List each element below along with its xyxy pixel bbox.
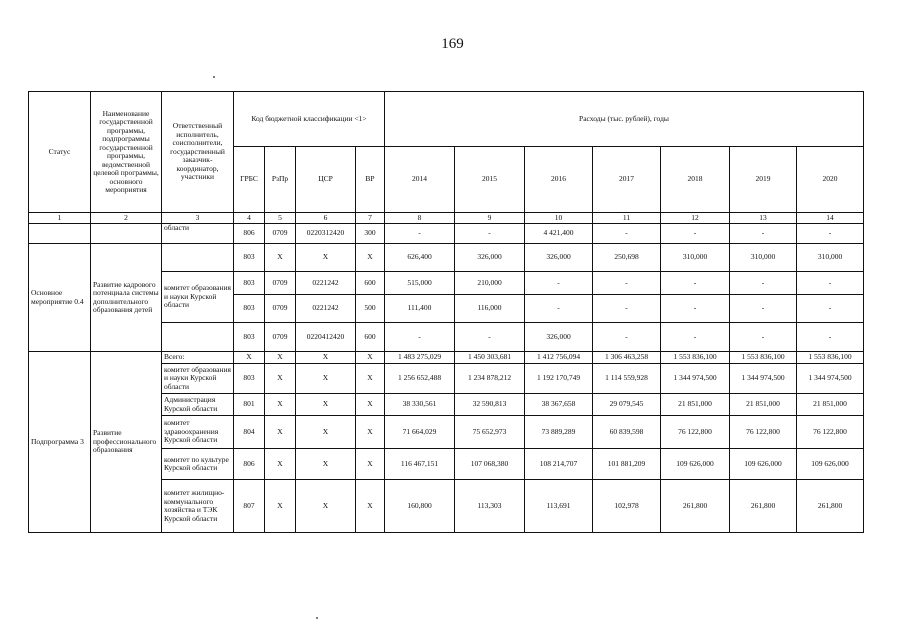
value-2020: -: [797, 323, 864, 352]
value-2017: -: [593, 272, 661, 295]
value-2017: 102,978: [593, 480, 661, 533]
vr-cell: 600: [356, 323, 385, 352]
value-2016: 1 412 756,094: [525, 352, 593, 364]
value-2014: 515,000: [385, 272, 455, 295]
grbs-cell: 803: [234, 323, 265, 352]
rzpr-cell: 0709: [265, 323, 296, 352]
name-cell: [91, 224, 162, 244]
grbs-cell: 803: [234, 244, 265, 272]
header-year-2019: 2019: [730, 147, 797, 213]
vr-cell: Х: [356, 416, 385, 449]
col-number: 12: [661, 213, 730, 224]
csr-cell: 0220312420: [296, 224, 356, 244]
scan-speck: [213, 76, 215, 78]
value-2019: 310,000: [730, 244, 797, 272]
header-year-2014: 2014: [385, 147, 455, 213]
header-status: Статус: [29, 92, 91, 213]
col-number: 14: [797, 213, 864, 224]
col-number: 10: [525, 213, 593, 224]
value-2014: 160,800: [385, 480, 455, 533]
rzpr-cell: Х: [265, 416, 296, 449]
value-2016: 38 367,658: [525, 394, 593, 416]
table-row: [29, 352, 864, 364]
header-vr: ВР: [356, 147, 385, 213]
value-2020: 310,000: [797, 244, 864, 272]
col-number: 8: [385, 213, 455, 224]
vr-cell: Х: [356, 352, 385, 364]
value-2020: 261,800: [797, 480, 864, 533]
budget-table: [28, 91, 864, 533]
value-2016: -: [525, 272, 593, 295]
value-2014: 626,400: [385, 244, 455, 272]
col-number: 1: [29, 213, 91, 224]
header-year-2017: 2017: [593, 147, 661, 213]
value-2016: 4 421,400: [525, 224, 593, 244]
header-expenses: Расходы (тыс. рублей), годы: [385, 92, 864, 147]
value-2016: 108 214,707: [525, 449, 593, 480]
responsible-cell: области: [162, 224, 234, 244]
vr-cell: Х: [356, 449, 385, 480]
value-2018: -: [661, 272, 730, 295]
csr-cell: Х: [296, 244, 356, 272]
name-main-event: Развитие кадрового потенциала системы дополнительного образования детей: [91, 244, 162, 352]
csr-cell: 0220412420: [296, 323, 356, 352]
value-2018: 21 851,000: [661, 394, 730, 416]
responsible-cell: комитет жилищно-коммунального хозяйства и ТЭК Курской области: [162, 480, 234, 533]
rzpr-cell: Х: [265, 480, 296, 533]
value-2016: 326,000: [525, 323, 593, 352]
vr-cell: Х: [356, 480, 385, 533]
value-2014: -: [385, 224, 455, 244]
col-number: 2: [91, 213, 162, 224]
value-2018: 76 122,800: [661, 416, 730, 449]
header-budget-code: Код бюджетной классификации <1>: [234, 92, 385, 147]
header-csr: ЦСР: [296, 147, 356, 213]
value-2017: -: [593, 224, 661, 244]
value-2015: 210,000: [455, 272, 525, 295]
value-2014: 1 483 275,029: [385, 352, 455, 364]
csr-cell: Х: [296, 352, 356, 364]
value-2018: -: [661, 323, 730, 352]
value-2017: 250,698: [593, 244, 661, 272]
value-2014: -: [385, 323, 455, 352]
rzpr-cell: Х: [265, 364, 296, 394]
value-2018: -: [661, 295, 730, 323]
csr-cell: Х: [296, 416, 356, 449]
value-2018: 1 553 836,100: [661, 352, 730, 364]
value-2015: 326,000: [455, 244, 525, 272]
value-2017: 29 079,545: [593, 394, 661, 416]
grbs-cell: 806: [234, 449, 265, 480]
col-number: 7: [356, 213, 385, 224]
header-row-1: [29, 92, 864, 147]
value-2015: 116,000: [455, 295, 525, 323]
value-2017: 60 839,598: [593, 416, 661, 449]
header-year-2020: 2020: [797, 147, 864, 213]
responsible-cell: Администрация Курской области: [162, 394, 234, 416]
header-name: Наименование государственной программы, подпрограммы государственной программы, ведомственной целевой программы, основного мероприятия: [91, 92, 162, 213]
grbs-cell: 801: [234, 394, 265, 416]
value-2018: 310,000: [661, 244, 730, 272]
value-2015: 1 234 878,212: [455, 364, 525, 394]
value-2018: 109 626,000: [661, 449, 730, 480]
grbs-cell: 803: [234, 272, 265, 295]
table-row: [29, 244, 864, 272]
header-year-2015: 2015: [455, 147, 525, 213]
rzpr-cell: Х: [265, 394, 296, 416]
csr-cell: Х: [296, 449, 356, 480]
value-2020: -: [797, 272, 864, 295]
value-2017: -: [593, 295, 661, 323]
status-subprogram: Подпрограмма 3: [29, 352, 91, 533]
rzpr-cell: 0709: [265, 295, 296, 323]
value-2020: 1 553 836,100: [797, 352, 864, 364]
name-subprogram: Развитие профессионального образования: [91, 352, 162, 533]
value-2019: 109 626,000: [730, 449, 797, 480]
value-2018: -: [661, 224, 730, 244]
value-2018: 1 344 974,500: [661, 364, 730, 394]
responsible-cell: Всего:: [162, 352, 234, 364]
col-number: 3: [162, 213, 234, 224]
column-number-row: [29, 213, 864, 224]
status-cell: [29, 224, 91, 244]
value-2018: 261,800: [661, 480, 730, 533]
value-2019: 261,800: [730, 480, 797, 533]
rzpr-cell: Х: [265, 244, 296, 272]
col-number: 4: [234, 213, 265, 224]
responsible-cell: комитет здравоохранения Курской области: [162, 416, 234, 449]
csr-cell: Х: [296, 480, 356, 533]
grbs-cell: 804: [234, 416, 265, 449]
header-responsible: Ответственный исполнитель, соисполнители, государственный заказчик-координатор, участники: [162, 92, 234, 213]
value-2015: 75 652,973: [455, 416, 525, 449]
value-2020: 21 851,000: [797, 394, 864, 416]
value-2017: 1 114 559,928: [593, 364, 661, 394]
vr-cell: Х: [356, 244, 385, 272]
page-number: 169: [441, 36, 464, 52]
responsible-cell: комитет по культуре Курской области: [162, 449, 234, 480]
col-number: 11: [593, 213, 661, 224]
value-2016: 73 889,289: [525, 416, 593, 449]
value-2014: 1 256 652,488: [385, 364, 455, 394]
value-2016: 326,000: [525, 244, 593, 272]
vr-cell: Х: [356, 364, 385, 394]
header-year-2016: 2016: [525, 147, 593, 213]
csr-cell: 0221242: [296, 295, 356, 323]
value-2019: -: [730, 323, 797, 352]
rzpr-cell: 0709: [265, 224, 296, 244]
value-2017: 101 881,209: [593, 449, 661, 480]
value-2017: 1 306 463,258: [593, 352, 661, 364]
responsible-main-event: комитет образования и науки Курской области: [162, 272, 234, 323]
vr-cell: 300: [356, 224, 385, 244]
value-2020: 1 344 974,500: [797, 364, 864, 394]
col-number: 9: [455, 213, 525, 224]
header-year-2018: 2018: [661, 147, 730, 213]
table-row: [29, 224, 864, 244]
vr-cell: Х: [356, 394, 385, 416]
header-grbs: ГРБС: [234, 147, 265, 213]
value-2016: 113,691: [525, 480, 593, 533]
value-2016: -: [525, 295, 593, 323]
rzpr-cell: Х: [265, 352, 296, 364]
vr-cell: 500: [356, 295, 385, 323]
rzpr-cell: Х: [265, 449, 296, 480]
value-2015: 107 068,380: [455, 449, 525, 480]
rzpr-cell: 0709: [265, 272, 296, 295]
vr-cell: 600: [356, 272, 385, 295]
grbs-cell: 803: [234, 295, 265, 323]
col-number: 6: [296, 213, 356, 224]
value-2014: 111,400: [385, 295, 455, 323]
value-2019: -: [730, 272, 797, 295]
responsible-cell: комитет образования и науки Курской области: [162, 364, 234, 394]
value-2014: 38 330,561: [385, 394, 455, 416]
col-number: 13: [730, 213, 797, 224]
value-2019: -: [730, 295, 797, 323]
value-2016: 1 192 170,749: [525, 364, 593, 394]
value-2019: 21 851,000: [730, 394, 797, 416]
value-2019: 1 553 836,100: [730, 352, 797, 364]
csr-cell: Х: [296, 364, 356, 394]
csr-cell: 0221242: [296, 272, 356, 295]
header-rzpr: РзПр: [265, 147, 296, 213]
csr-cell: Х: [296, 394, 356, 416]
value-2015: -: [455, 224, 525, 244]
value-2019: -: [730, 224, 797, 244]
value-2014: 71 664,029: [385, 416, 455, 449]
scan-speck: [316, 617, 318, 619]
col-number: 5: [265, 213, 296, 224]
value-2020: -: [797, 295, 864, 323]
value-2019: 76 122,800: [730, 416, 797, 449]
value-2019: 1 344 974,500: [730, 364, 797, 394]
grbs-cell: Х: [234, 352, 265, 364]
value-2020: 109 626,000: [797, 449, 864, 480]
responsible-cell: [162, 323, 234, 352]
grbs-cell: 803: [234, 364, 265, 394]
value-2020: -: [797, 224, 864, 244]
value-2015: 32 590,813: [455, 394, 525, 416]
grbs-cell: 806: [234, 224, 265, 244]
value-2020: 76 122,800: [797, 416, 864, 449]
responsible-cell: [162, 244, 234, 272]
value-2015: -: [455, 323, 525, 352]
value-2015: 1 450 303,681: [455, 352, 525, 364]
status-main-event: Основное мероприятие 0.4: [29, 244, 91, 352]
value-2017: -: [593, 323, 661, 352]
value-2014: 116 467,151: [385, 449, 455, 480]
value-2015: 113,303: [455, 480, 525, 533]
grbs-cell: 807: [234, 480, 265, 533]
